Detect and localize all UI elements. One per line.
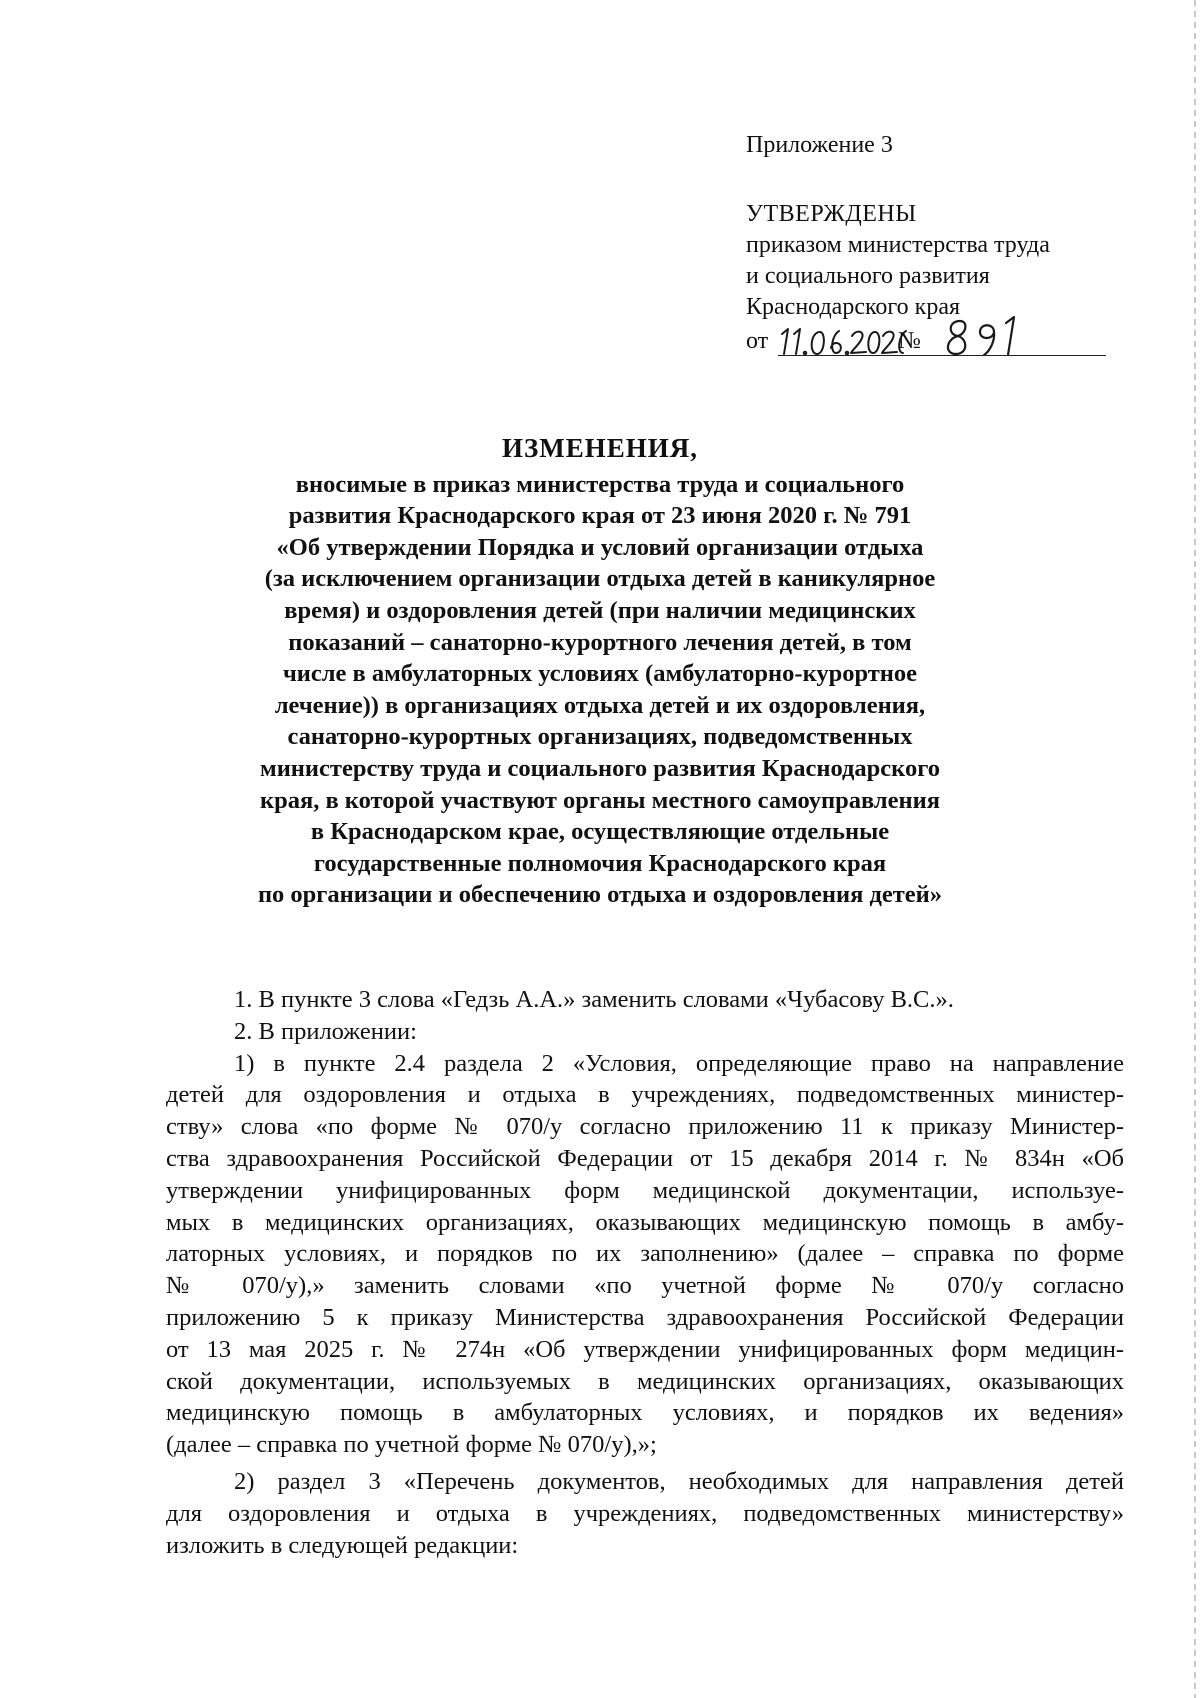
subitem-1-line: детей для оздоровления и отдыха в учреждениях, подведомственных министер- [166,1081,1124,1109]
item-1: 1. В пункте 3 слова «Гедзь А.А.» заменить словами «Чубасову В.С.». [234,986,954,1013]
subitem-1-line: от 13 мая 2025 г. № 274н «Об утверждении унифицированных форм медицин- [166,1335,1124,1363]
order-date-number-line [746,323,1166,359]
title-line: по организации и обеспечению отдыха и оздоровления детей» [257,881,943,909]
approved-line-2: и социального развития [746,263,990,289]
title-line: время) и оздоровления детей (при наличии медицинских [284,596,916,624]
item-2: 2. В приложении: [234,1017,417,1045]
title-line: (за исключением организации отдыха детей в каникулярное [264,565,936,593]
appendix-label: Приложение 3 [746,132,893,158]
subitem-1-line: утверждении унифицированных форм медицинской документации, используе- [166,1176,1124,1204]
subitem-2-line: 2) раздел 3 «Перечень документов, необходимых для направления детей [234,1467,1124,1495]
title-line: показаний – санаторно-курортного лечения детей, в том [288,628,912,656]
handwritten-number [938,313,1038,361]
handwritten-date [776,320,906,360]
approval-block [746,130,1166,359]
title-line: государственные полномочия Краснодарского края [313,849,887,877]
title-line: вносимые в приказ министерства труда и социального [295,470,905,498]
subitem-2-line: для оздоровления и отдыха в учреждениях, подведомственных министерству» [166,1499,1124,1527]
approved-label: УТВЕРЖДЕНЫ [746,201,917,227]
title-line: лечение)) в организациях отдыха детей и их оздоровления, [274,691,926,719]
subitem-1-line: мых в медицинских организациях, оказывающих медицинскую помощь в амбу- [166,1208,1124,1236]
subitem-1-line: ства здравоохранения Российской Федерации от 15 декабря 2014 г. № 834н «Об [166,1144,1124,1172]
title-block [200,433,1000,911]
subitem-2 [166,1466,1124,1561]
subitem-1 [166,1048,1124,1461]
document-body [166,984,1124,1561]
subitem-1-line: ству» слова «по форме № 070/у согласно приложению 11 к приказу Министер- [166,1113,1124,1141]
number-prefix: № [898,328,921,354]
document-heading: ИЗМЕНЕНИЯ, [501,433,698,463]
title-line: министерству труда и социального развития Краснодарского [260,754,940,782]
signature-underline [778,355,1106,356]
approved-line-1: приказом министерства труда [746,232,1050,258]
approved-line-3: Краснодарского края [746,294,961,320]
subitem-1-line: (далее – справка по учетной форме № 070/у),»; [166,1431,657,1459]
scan-edge-artifact [1194,0,1196,1698]
subitem-1-line: ской документации, используемых в медицинских организациях, оказывающих [166,1367,1124,1395]
title-line: санаторно-курортных организациях, подведомственных [287,723,913,751]
title-line: края, в которой участвуют органы местного самоуправления [259,786,941,814]
subitem-2-line: изложить в следующей редакции: [166,1531,519,1559]
title-line: «Об утверждении Порядка и условий организации отдыха [276,533,924,561]
subitem-1-line: 1) в пункте 2.4 раздела 2 «Условия, определяющие право на направление [234,1049,1124,1077]
subitem-1-line: № 070/у),» заменить словами «по учетной форме № 070/у согласно [166,1272,1124,1300]
title-line: в Краснодарском крае, осуществляющие отдельные [310,818,890,846]
date-prefix: от [746,328,769,354]
subitem-1-line: приложению 5 к приказу Министерства здравоохранения Российской Федерации [166,1303,1124,1331]
title-line: развития Краснодарского края от 23 июня 2020 г. № 791 [288,502,912,530]
subitem-1-line: медицинскую помощь в амбулаторных условиях, и порядков их ведения» [166,1399,1124,1427]
title-line: числе в амбулаторных условиях (амбулаторно-курортное [282,660,918,688]
subitem-1-line: латорных условиях, и порядков по их заполнению» (далее – справка по форме [166,1240,1124,1268]
